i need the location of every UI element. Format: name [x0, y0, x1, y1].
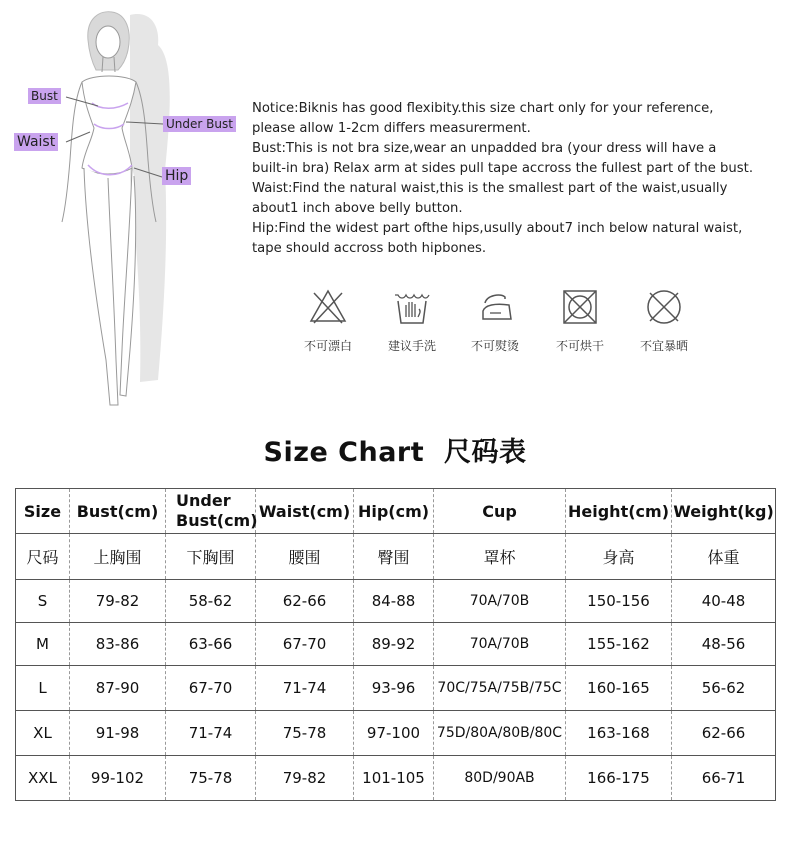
table-cell: 56-62: [672, 666, 776, 711]
table-row: [16, 623, 776, 666]
header-cn-cell: 体重: [672, 534, 776, 580]
table-cell: 89-92: [354, 623, 434, 666]
table-row: [16, 580, 776, 623]
table-cell: 166-175: [566, 756, 672, 801]
header-cell: Cup: [434, 489, 566, 534]
waist-label: Waist: [14, 133, 58, 151]
table-cell: 87-90: [70, 666, 166, 711]
table-cell: 63-66: [166, 623, 256, 666]
table-cell: 70A/70B: [434, 580, 566, 623]
table-cell: 58-62: [166, 580, 256, 623]
header-cn-cell: 臀围: [354, 534, 434, 580]
table-row: [16, 711, 776, 756]
table-cell: 93-96: [354, 666, 434, 711]
hand-wash-icon: [392, 287, 432, 327]
table-cell: 97-100: [354, 711, 434, 756]
notice-line: Hip:Find the widest part ofthe hips,usully about7 inch below natural waist,: [252, 221, 743, 236]
notice-line: Bust:This is not bra size,wear an unpadded bra (your dress will have a: [252, 141, 717, 156]
measurement-notice: [252, 99, 788, 259]
title-text: Size Chart 尺码表: [263, 437, 527, 468]
table-cell: 71-74: [166, 711, 256, 756]
header-cn-cell: 罩杯: [434, 534, 566, 580]
header-cell: Hip(cm): [354, 489, 434, 534]
table-cell: 84-88: [354, 580, 434, 623]
notice-line: Waist:Find the natural waist,this is the smallest part of the waist,usually: [252, 181, 728, 196]
table-header-row: [16, 489, 776, 534]
table-row: [16, 756, 776, 801]
table-cell: 163-168: [566, 711, 672, 756]
table-cell: 79-82: [70, 580, 166, 623]
size-cell: L: [16, 666, 70, 711]
table-cell: 67-70: [256, 623, 354, 666]
hip-label: Hip: [162, 167, 191, 185]
table-cell: 75D/80A/80B/80C: [434, 711, 566, 756]
table-cell: 91-98: [70, 711, 166, 756]
header-cell: Waist(cm): [256, 489, 354, 534]
under-bust-label: Under Bust: [163, 116, 236, 132]
table-cell: 62-66: [672, 711, 776, 756]
care-label: 建议手洗: [387, 339, 436, 353]
table-cell: 75-78: [166, 756, 256, 801]
header-cn-cell: 上胸围: [70, 534, 166, 580]
table-cell: 155-162: [566, 623, 672, 666]
header-cell: Size: [16, 489, 70, 534]
care-label: 不可漂白: [303, 339, 352, 353]
table-cell: 71-74: [256, 666, 354, 711]
fashion-figure: [0, 0, 250, 420]
table-cell: 70C/75A/75B/75C: [434, 666, 566, 711]
figure-illustration: [0, 0, 250, 420]
size-cell: M: [16, 623, 70, 666]
no-sun-icon: [644, 287, 684, 327]
table-cell: 48-56: [672, 623, 776, 666]
care-no-sun: [624, 287, 704, 354]
header-cn-cell: 腰围: [256, 534, 354, 580]
header-cell: Under Bust(cm): [166, 489, 256, 534]
notice-line: please allow 1-2cm differs measurerment.: [252, 121, 531, 136]
header-cn-cell: 下胸围: [166, 534, 256, 580]
table-cell: 99-102: [70, 756, 166, 801]
header-cell: Weight(kg): [672, 489, 776, 534]
notice-line: Notice:Biknis has good flexibity.this size chart only for your reference,: [252, 101, 714, 116]
table-row: [16, 666, 776, 711]
size-table: [15, 488, 776, 801]
table-cell: 80D/90AB: [434, 756, 566, 801]
care-label: 不可烘干: [555, 339, 604, 353]
size-cell: XL: [16, 711, 70, 756]
header-cell: Height(cm): [566, 489, 672, 534]
size-cell: S: [16, 580, 70, 623]
table-cell: 70A/70B: [434, 623, 566, 666]
no-tumble-dry-icon: [560, 287, 600, 327]
notice-line: built-in bra) Relax arm at sides pull tape accross the fullest part of the bust.: [252, 161, 754, 176]
care-label: 不宜暴晒: [639, 339, 688, 353]
notice-line: about1 inch above belly button.: [252, 201, 463, 216]
table-cell: 62-66: [256, 580, 354, 623]
table-cell: 79-82: [256, 756, 354, 801]
table-cell: 83-86: [70, 623, 166, 666]
table-cell: 75-78: [256, 711, 354, 756]
table-cell: 101-105: [354, 756, 434, 801]
table-cell: 67-70: [166, 666, 256, 711]
care-label: 不可熨烫: [470, 339, 519, 353]
size-cell: XXL: [16, 756, 70, 801]
table-cell: 160-165: [566, 666, 672, 711]
header-cell: Bust(cm): [70, 489, 166, 534]
no-iron-icon: [475, 287, 515, 327]
notice-line: tape should accross both hipbones.: [252, 241, 487, 256]
care-no-iron: [455, 287, 535, 354]
table-header-cn-row: [16, 534, 776, 580]
table-cell: 150-156: [566, 580, 672, 623]
table-cell: 66-71: [672, 756, 776, 801]
care-no-tumble-dry: [540, 287, 620, 354]
no-bleach-icon: [308, 287, 348, 327]
care-hand-wash: [372, 287, 452, 354]
header-cn-cell: 尺码: [16, 534, 70, 580]
care-no-bleach: [288, 287, 368, 354]
table-cell: 40-48: [672, 580, 776, 623]
size-chart-title: [0, 430, 790, 469]
bust-label: Bust: [28, 88, 61, 104]
header-cn-cell: 身高: [566, 534, 672, 580]
